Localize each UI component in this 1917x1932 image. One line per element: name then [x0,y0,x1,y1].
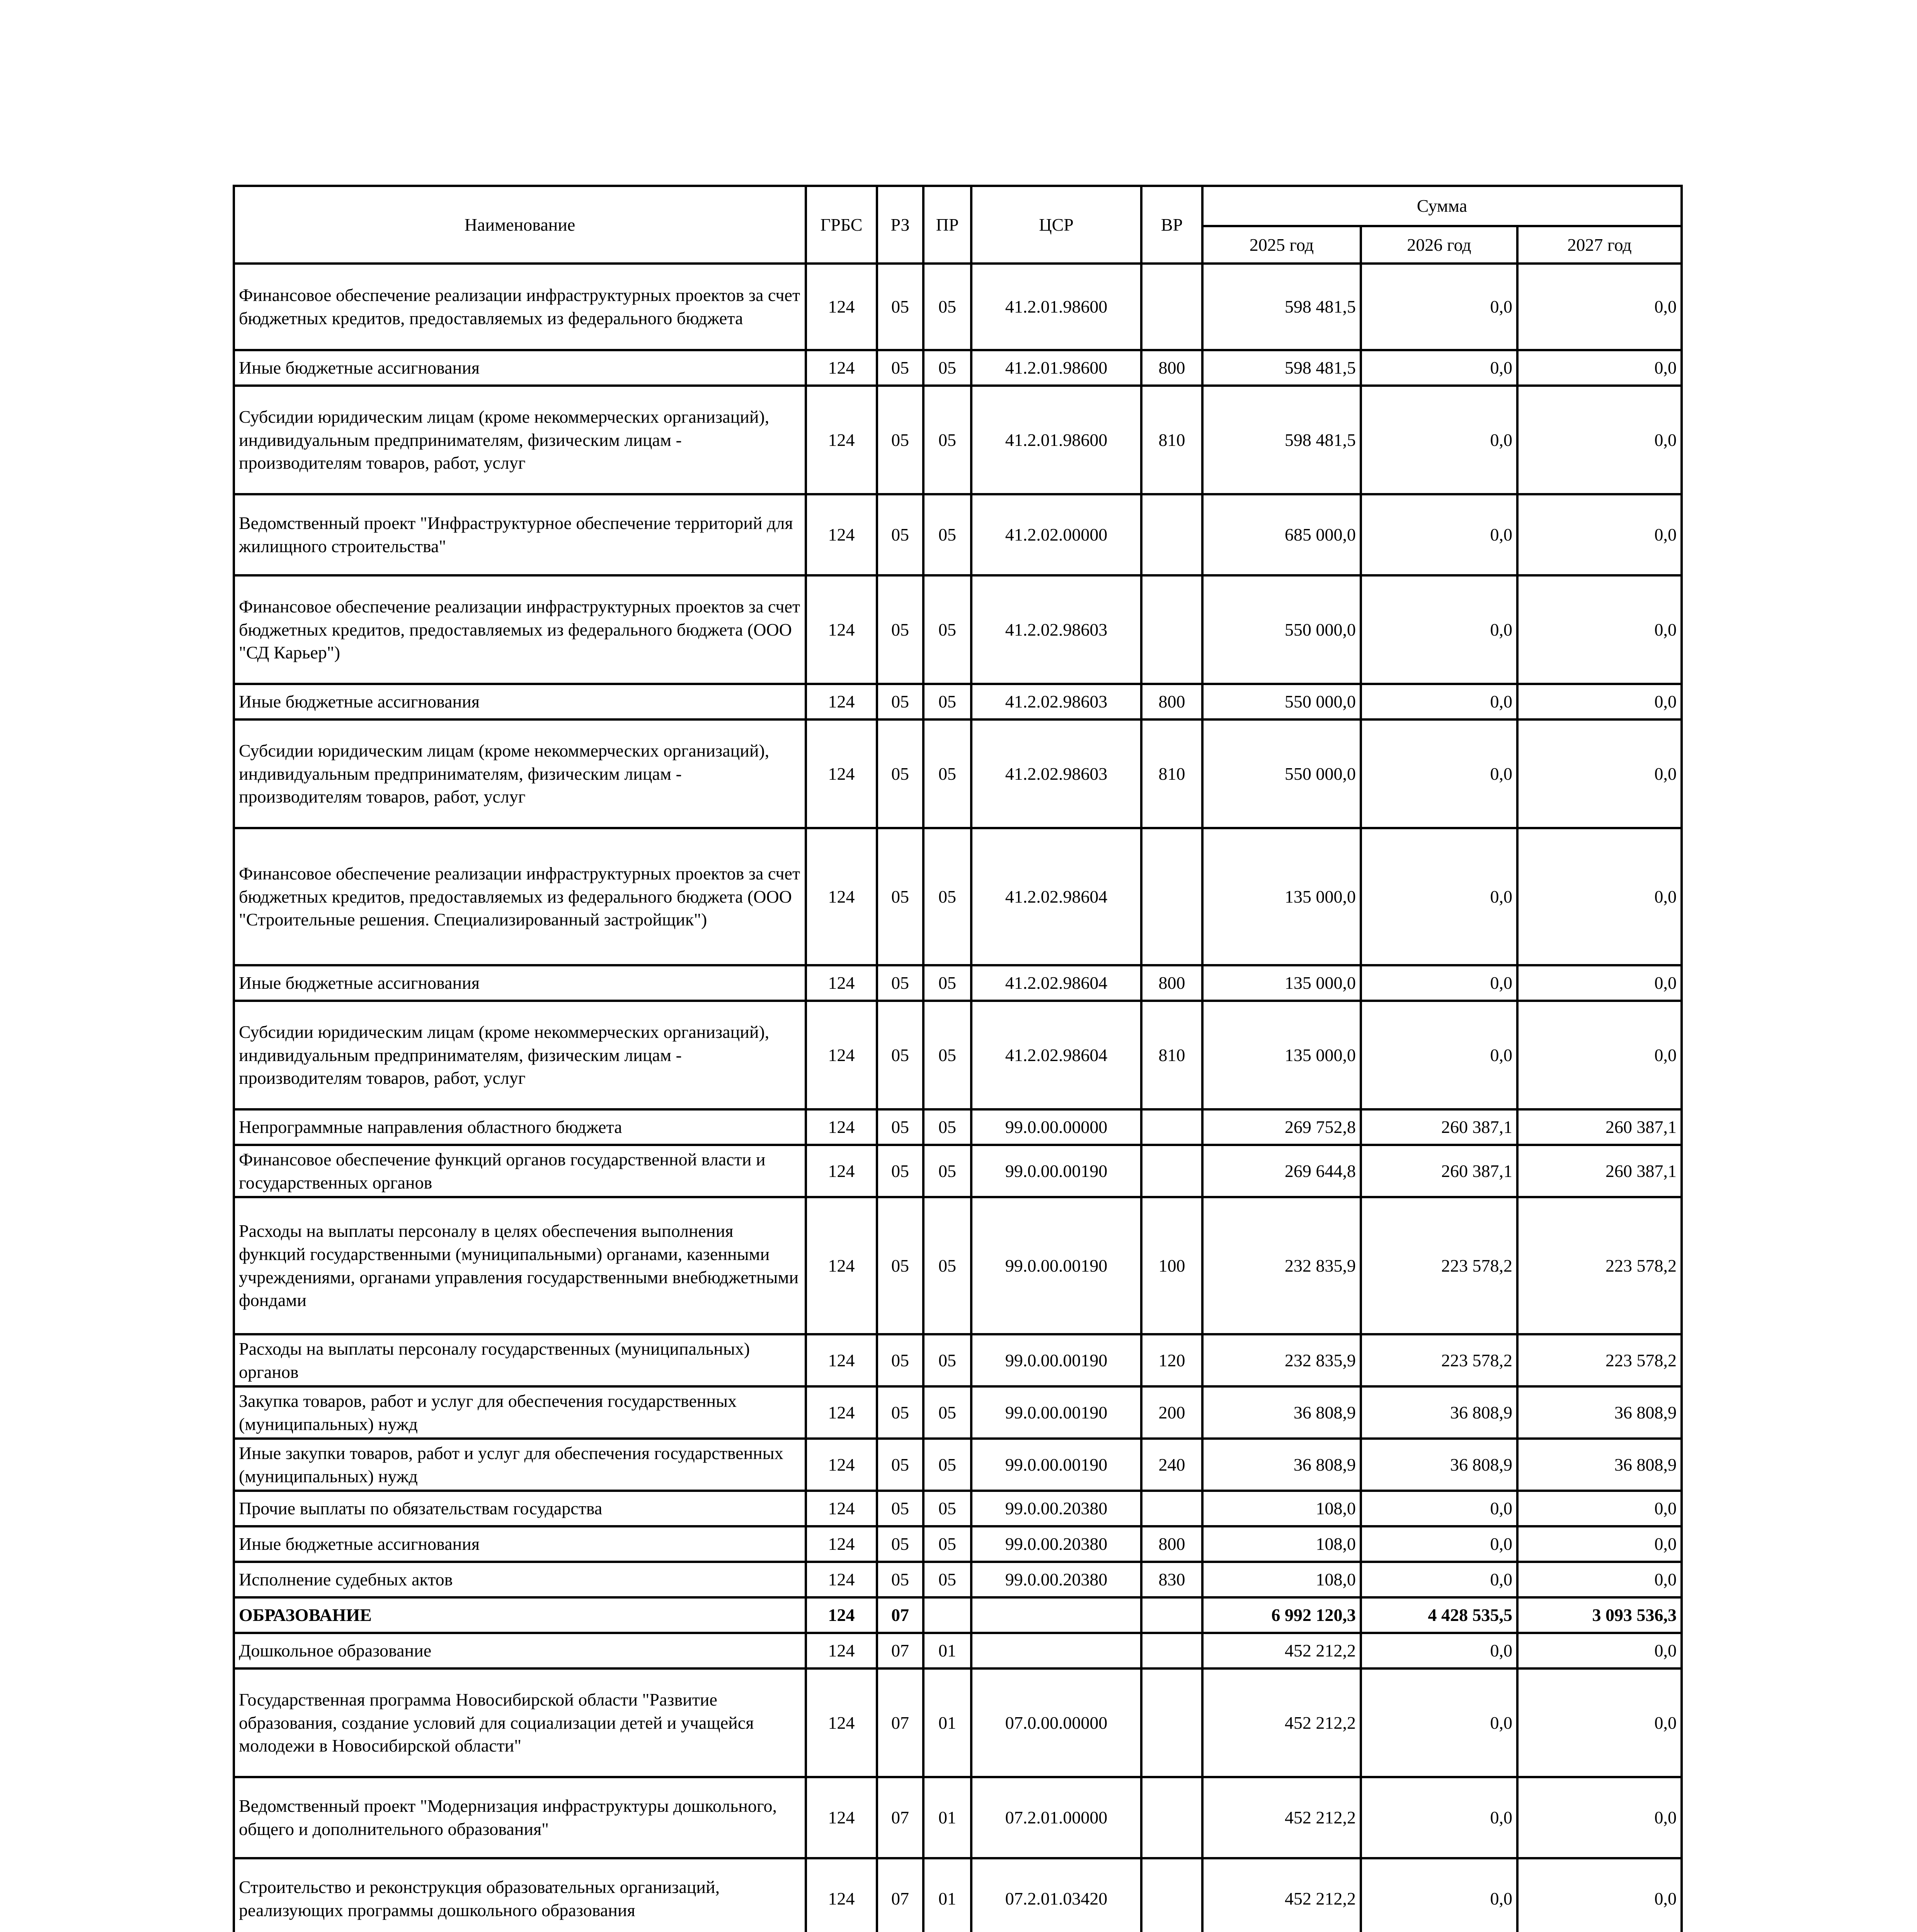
cell-vr [1141,1633,1202,1668]
table-row [234,575,1682,684]
cell-grbs: 124 [806,1526,877,1562]
cell-2026: 0,0 [1361,1562,1517,1597]
cell-pr: 01 [923,1633,971,1668]
table-row [234,494,1682,575]
cell-2027: 0,0 [1517,1562,1682,1597]
cell-rz: 05 [877,1386,923,1439]
cell-vr: 100 [1141,1197,1202,1334]
cell-name: Финансовое обеспечение функций органов государственной власти и государственных органов [234,1145,806,1197]
cell-vr [1141,1145,1202,1197]
table-row [234,828,1682,965]
cell-csr: 99.0.00.00190 [971,1145,1141,1197]
cell-csr: 99.0.00.00190 [971,1439,1141,1491]
budget-table [233,185,1683,1932]
cell-pr: 05 [923,386,971,494]
cell-pr: 05 [923,1526,971,1562]
header-rz: РЗ [877,186,923,264]
cell-2025: 598 481,5 [1202,386,1361,494]
cell-csr: 99.0.00.20380 [971,1491,1141,1526]
cell-grbs: 124 [806,386,877,494]
cell-2027: 3 093 536,3 [1517,1597,1682,1633]
cell-2027: 0,0 [1517,1633,1682,1668]
cell-name: Закупка товаров, работ и услуг для обеспечения государственных (муниципальных) нужд [234,1386,806,1439]
cell-name: Субсидии юридическим лицам (кроме некоммерческих организаций), индивидуальным предпринимателям, физическим лицам - производителям товаров, работ, услуг [234,719,806,828]
cell-name: ОБРАЗОВАНИЕ [234,1597,806,1633]
cell-vr [1141,264,1202,350]
cell-2027: 260 387,1 [1517,1145,1682,1197]
header-csr: ЦСР [971,186,1141,264]
cell-csr: 99.0.00.20380 [971,1562,1141,1597]
cell-2026: 0,0 [1361,386,1517,494]
cell-vr [1141,1491,1202,1526]
cell-grbs: 124 [806,1597,877,1633]
cell-rz: 07 [877,1668,923,1777]
cell-rz: 05 [877,965,923,1001]
cell-pr: 05 [923,1439,971,1491]
cell-rz: 07 [877,1597,923,1633]
cell-2026: 0,0 [1361,1668,1517,1777]
cell-vr: 800 [1141,965,1202,1001]
cell-2026: 36 808,9 [1361,1439,1517,1491]
cell-rz: 05 [877,264,923,350]
cell-2026: 4 428 535,5 [1361,1597,1517,1633]
table-row [234,1491,1682,1526]
cell-rz: 07 [877,1777,923,1858]
cell-2026: 0,0 [1361,684,1517,719]
cell-2025: 269 752,8 [1202,1109,1361,1145]
cell-csr: 99.0.00.00000 [971,1109,1141,1145]
cell-vr [1141,575,1202,684]
cell-vr: 240 [1141,1439,1202,1491]
cell-rz: 05 [877,350,923,386]
cell-2026: 260 387,1 [1361,1109,1517,1145]
header-pr: ПР [923,186,971,264]
cell-vr: 810 [1141,386,1202,494]
table-row [234,684,1682,719]
cell-rz: 07 [877,1858,923,1932]
cell-vr: 830 [1141,1562,1202,1597]
cell-2027: 36 808,9 [1517,1386,1682,1439]
cell-grbs: 124 [806,684,877,719]
cell-2025: 452 212,2 [1202,1777,1361,1858]
cell-name: Субсидии юридическим лицам (кроме некоммерческих организаций), индивидуальным предпринимателям, физическим лицам - производителям товаров, работ, услуг [234,386,806,494]
cell-name: Расходы на выплаты персоналу в целях обеспечения выполнения функций государственными (муниципальными) органами, казенными учреждениями, органами управления государственными внебюджетными фондами [234,1197,806,1334]
table-row [234,264,1682,350]
cell-2026: 0,0 [1361,719,1517,828]
cell-rz: 05 [877,828,923,965]
cell-vr [1141,1777,1202,1858]
cell-pr: 05 [923,1334,971,1386]
cell-vr [1141,494,1202,575]
cell-2026: 0,0 [1361,1633,1517,1668]
cell-pr: 05 [923,494,971,575]
cell-name: Финансовое обеспечение реализации инфраструктурных проектов за счет бюджетных кредитов, предоставляемых из федерального бюджета (ООО "СД Карьер") [234,575,806,684]
table-row [234,1526,1682,1562]
cell-2025: 108,0 [1202,1491,1361,1526]
cell-grbs: 124 [806,1858,877,1932]
cell-grbs: 124 [806,1386,877,1439]
cell-csr: 41.2.01.98600 [971,350,1141,386]
cell-grbs: 124 [806,719,877,828]
cell-vr: 120 [1141,1334,1202,1386]
cell-pr: 05 [923,575,971,684]
cell-2025: 36 808,9 [1202,1386,1361,1439]
cell-2025: 550 000,0 [1202,684,1361,719]
cell-2026: 0,0 [1361,1491,1517,1526]
cell-grbs: 124 [806,1145,877,1197]
cell-pr: 01 [923,1777,971,1858]
cell-csr: 41.2.02.98603 [971,684,1141,719]
cell-name: Непрограммные направления областного бюджета [234,1109,806,1145]
cell-pr: 05 [923,1109,971,1145]
cell-2027: 0,0 [1517,684,1682,719]
cell-pr: 05 [923,1001,971,1109]
cell-2026: 0,0 [1361,494,1517,575]
cell-name: Финансовое обеспечение реализации инфраструктурных проектов за счет бюджетных кредитов, предоставляемых из федерального бюджета (ООО "Строительные решения. Специализированный застройщик") [234,828,806,965]
cell-grbs: 124 [806,1562,877,1597]
cell-2025: 452 212,2 [1202,1668,1361,1777]
cell-2027: 0,0 [1517,386,1682,494]
cell-name: Субсидии юридическим лицам (кроме некоммерческих организаций), индивидуальным предпринимателям, физическим лицам - производителям товаров, работ, услуг [234,1001,806,1109]
cell-csr: 41.2.02.98603 [971,719,1141,828]
cell-grbs: 124 [806,1109,877,1145]
table-header [234,186,1682,264]
cell-csr: 99.0.00.00190 [971,1197,1141,1334]
cell-csr: 99.0.00.00190 [971,1386,1141,1439]
cell-vr [1141,1858,1202,1932]
table-row [234,1334,1682,1386]
cell-2027: 223 578,2 [1517,1334,1682,1386]
cell-2025: 135 000,0 [1202,828,1361,965]
cell-csr: 41.2.02.98604 [971,1001,1141,1109]
cell-2027: 0,0 [1517,575,1682,684]
cell-2025: 598 481,5 [1202,264,1361,350]
cell-pr: 05 [923,828,971,965]
cell-pr: 05 [923,350,971,386]
cell-vr: 800 [1141,350,1202,386]
table-row [234,1145,1682,1197]
cell-2025: 135 000,0 [1202,1001,1361,1109]
cell-rz: 05 [877,684,923,719]
cell-pr: 05 [923,719,971,828]
cell-grbs: 124 [806,1668,877,1777]
header-year-2027: 2027 год [1517,226,1682,264]
cell-name: Прочие выплаты по обязательствам государства [234,1491,806,1526]
cell-name: Иные бюджетные ассигнования [234,350,806,386]
cell-pr: 01 [923,1668,971,1777]
header-grbs: ГРБС [806,186,877,264]
cell-rz: 07 [877,1633,923,1668]
cell-grbs: 124 [806,1439,877,1491]
cell-grbs: 124 [806,1334,877,1386]
cell-2025: 550 000,0 [1202,719,1361,828]
cell-2025: 550 000,0 [1202,575,1361,684]
cell-pr: 05 [923,684,971,719]
cell-grbs: 124 [806,264,877,350]
table-row [234,1668,1682,1777]
cell-name: Иные бюджетные ассигнования [234,1526,806,1562]
cell-grbs: 124 [806,1491,877,1526]
header-vr: ВР [1141,186,1202,264]
cell-2027: 0,0 [1517,350,1682,386]
table-row [234,1858,1682,1932]
table-row [234,1109,1682,1145]
cell-vr: 800 [1141,684,1202,719]
cell-2027: 0,0 [1517,264,1682,350]
cell-vr: 200 [1141,1386,1202,1439]
cell-rz: 05 [877,1526,923,1562]
cell-grbs: 124 [806,350,877,386]
cell-csr: 99.0.00.20380 [971,1526,1141,1562]
cell-vr: 800 [1141,1526,1202,1562]
cell-2025: 135 000,0 [1202,965,1361,1001]
cell-name: Ведомственный проект "Инфраструктурное обеспечение территорий для жилищного строительства" [234,494,806,575]
cell-pr: 05 [923,1386,971,1439]
cell-pr: 05 [923,1562,971,1597]
cell-csr: 41.2.02.00000 [971,494,1141,575]
cell-pr: 05 [923,1491,971,1526]
cell-grbs: 124 [806,494,877,575]
cell-2025: 36 808,9 [1202,1439,1361,1491]
cell-rz: 05 [877,1439,923,1491]
cell-csr: 07.2.01.00000 [971,1777,1141,1858]
cell-vr [1141,1109,1202,1145]
table-row [234,1386,1682,1439]
cell-2026: 0,0 [1361,1777,1517,1858]
cell-csr: 07.0.00.00000 [971,1668,1141,1777]
cell-2027: 0,0 [1517,965,1682,1001]
cell-pr: 05 [923,1145,971,1197]
cell-2025: 269 644,8 [1202,1145,1361,1197]
cell-rz: 05 [877,1145,923,1197]
cell-rz: 05 [877,575,923,684]
cell-csr: 41.2.01.98600 [971,386,1141,494]
cell-2025: 6 992 120,3 [1202,1597,1361,1633]
cell-2025: 108,0 [1202,1562,1361,1597]
cell-2025: 598 481,5 [1202,350,1361,386]
cell-name: Иные бюджетные ассигнования [234,965,806,1001]
cell-name: Иные закупки товаров, работ и услуг для обеспечения государственных (муниципальных) нужд [234,1439,806,1491]
table-row [234,386,1682,494]
cell-rz: 05 [877,386,923,494]
cell-name: Дошкольное образование [234,1633,806,1668]
cell-name: Ведомственный проект "Модернизация инфраструктуры дошкольного, общего и дополнительного образования" [234,1777,806,1858]
table-row [234,1597,1682,1633]
cell-csr: 41.2.02.98604 [971,828,1141,965]
cell-2025: 108,0 [1202,1526,1361,1562]
table-row [234,719,1682,828]
header-name: Наименование [234,186,806,264]
table-row [234,965,1682,1001]
table-row [234,1562,1682,1597]
cell-2027: 0,0 [1517,1491,1682,1526]
cell-2027: 0,0 [1517,828,1682,965]
header-year-2026: 2026 год [1361,226,1517,264]
cell-2027: 0,0 [1517,494,1682,575]
cell-2027: 0,0 [1517,1001,1682,1109]
cell-pr: 01 [923,1858,971,1932]
cell-2027: 0,0 [1517,1668,1682,1777]
cell-grbs: 124 [806,1001,877,1109]
cell-grbs: 124 [806,575,877,684]
cell-2026: 0,0 [1361,575,1517,684]
cell-2026: 223 578,2 [1361,1334,1517,1386]
cell-vr [1141,828,1202,965]
table-body [234,264,1682,1932]
cell-2027: 223 578,2 [1517,1197,1682,1334]
cell-csr [971,1597,1141,1633]
table-row [234,350,1682,386]
cell-2026: 0,0 [1361,1526,1517,1562]
table-row [234,1001,1682,1109]
cell-grbs: 124 [806,1197,877,1334]
cell-2025: 232 835,9 [1202,1334,1361,1386]
cell-vr: 810 [1141,719,1202,828]
cell-rz: 05 [877,1197,923,1334]
cell-2026: 260 387,1 [1361,1145,1517,1197]
header-year-2025: 2025 год [1202,226,1361,264]
cell-rz: 05 [877,719,923,828]
cell-2027: 0,0 [1517,719,1682,828]
cell-csr: 41.2.02.98604 [971,965,1141,1001]
cell-csr: 07.2.01.03420 [971,1858,1141,1932]
cell-2027: 0,0 [1517,1777,1682,1858]
cell-2026: 223 578,2 [1361,1197,1517,1334]
cell-grbs: 124 [806,1777,877,1858]
cell-name: Строительство и реконструкция образовательных организаций, реализующих программы дошкольного образования [234,1858,806,1932]
cell-pr: 05 [923,965,971,1001]
cell-csr: 41.2.01.98600 [971,264,1141,350]
cell-name: Государственная программа Новосибирской области "Развитие образования, создание условий для социализации детей и учащейся молодежи в Новосибирской области" [234,1668,806,1777]
cell-csr: 99.0.00.00190 [971,1334,1141,1386]
cell-2025: 685 000,0 [1202,494,1361,575]
cell-2025: 452 212,2 [1202,1858,1361,1932]
table-row [234,1439,1682,1491]
cell-rz: 05 [877,1334,923,1386]
cell-rz: 05 [877,1001,923,1109]
cell-2025: 232 835,9 [1202,1197,1361,1334]
cell-rz: 05 [877,1562,923,1597]
table-row [234,1197,1682,1334]
cell-2027: 36 808,9 [1517,1439,1682,1491]
cell-csr [971,1633,1141,1668]
cell-2027: 0,0 [1517,1526,1682,1562]
cell-rz: 05 [877,1109,923,1145]
cell-pr: 05 [923,1197,971,1334]
cell-vr [1141,1668,1202,1777]
cell-2027: 0,0 [1517,1858,1682,1932]
cell-grbs: 124 [806,1633,877,1668]
cell-rz: 05 [877,1491,923,1526]
cell-2026: 0,0 [1361,264,1517,350]
cell-2026: 36 808,9 [1361,1386,1517,1439]
cell-2025: 452 212,2 [1202,1633,1361,1668]
table-row [234,1777,1682,1858]
cell-2026: 0,0 [1361,828,1517,965]
cell-2027: 260 387,1 [1517,1109,1682,1145]
cell-name: Иные бюджетные ассигнования [234,684,806,719]
cell-csr: 41.2.02.98603 [971,575,1141,684]
cell-vr [1141,1597,1202,1633]
cell-grbs: 124 [806,965,877,1001]
cell-vr: 810 [1141,1001,1202,1109]
cell-2026: 0,0 [1361,1001,1517,1109]
cell-name: Расходы на выплаты персоналу государственных (муниципальных) органов [234,1334,806,1386]
cell-2026: 0,0 [1361,965,1517,1001]
cell-pr: 05 [923,264,971,350]
header-sum: Сумма [1202,186,1682,226]
cell-2026: 0,0 [1361,1858,1517,1932]
cell-grbs: 124 [806,828,877,965]
cell-name: Финансовое обеспечение реализации инфраструктурных проектов за счет бюджетных кредитов, предоставляемых из федерального бюджета [234,264,806,350]
cell-2026: 0,0 [1361,350,1517,386]
cell-name: Исполнение судебных актов [234,1562,806,1597]
table-row [234,1633,1682,1668]
cell-pr [923,1597,971,1633]
cell-rz: 05 [877,494,923,575]
